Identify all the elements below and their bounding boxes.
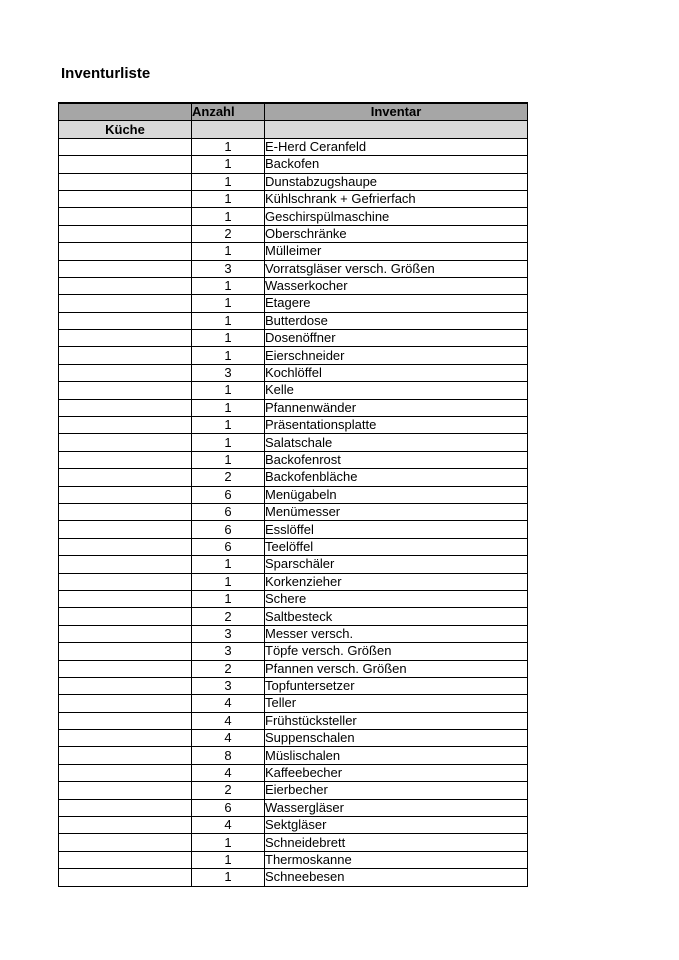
table-row [59,817,528,834]
item-name-cell: Topfuntersetzer [265,677,528,694]
table-row [59,695,528,712]
table-row [59,764,528,781]
quantity-cell: 6 [192,486,265,503]
table-row [59,521,528,538]
quantity-cell: 1 [192,573,265,590]
item-name-cell: Backofenbläche [265,469,528,486]
quantity-cell: 2 [192,225,265,242]
item-name-cell: Korkenzieher [265,573,528,590]
category-cell [59,573,192,590]
item-name-cell: Backofen [265,156,528,173]
table-row [59,730,528,747]
item-name-cell: Eierbecher [265,782,528,799]
category-cell [59,695,192,712]
category-cell [59,277,192,294]
quantity-cell: 3 [192,364,265,381]
quantity-cell: 1 [192,434,265,451]
table-row [59,173,528,190]
item-name-cell: Menümesser [265,503,528,520]
table-row [59,538,528,555]
item-name-cell: Etagere [265,295,528,312]
item-name-cell: Eierschneider [265,347,528,364]
category-cell [59,712,192,729]
quantity-cell: 4 [192,730,265,747]
quantity-cell: 1 [192,869,265,886]
category-cell [59,364,192,381]
item-name-cell: Wassergläser [265,799,528,816]
item-name-cell: Sparschäler [265,556,528,573]
item-name-cell: Kelle [265,382,528,399]
quantity-cell: 3 [192,677,265,694]
quantity-cell: 1 [192,399,265,416]
quantity-cell: 1 [192,190,265,207]
category-cell [59,382,192,399]
quantity-cell: 1 [192,382,265,399]
table-row [59,190,528,207]
category-cell [59,799,192,816]
item-name-cell: Pfannen versch. Größen [265,660,528,677]
item-name-cell: Sektgläser [265,817,528,834]
category-cell [59,190,192,207]
category-cell [59,347,192,364]
category-cell [59,486,192,503]
quantity-cell: 6 [192,503,265,520]
section-label: Küche [59,121,192,138]
quantity-cell: 2 [192,782,265,799]
table-row [59,469,528,486]
item-name-cell: Wasserkocher [265,277,528,294]
table-row [59,799,528,816]
category-cell [59,625,192,642]
table-row [59,643,528,660]
quantity-cell: 3 [192,260,265,277]
category-cell [59,173,192,190]
quantity-cell: 1 [192,451,265,468]
category-cell [59,730,192,747]
item-name-cell: Schneebesen [265,869,528,886]
category-cell [59,834,192,851]
table-row [59,747,528,764]
item-name-cell: Backofenrost [265,451,528,468]
table-row [59,660,528,677]
category-cell [59,138,192,155]
item-name-cell: Salatschale [265,434,528,451]
quantity-cell: 3 [192,625,265,642]
quantity-cell: 1 [192,330,265,347]
table-row [59,556,528,573]
quantity-cell: 1 [192,277,265,294]
category-cell [59,521,192,538]
item-name-cell: Dosenöffner [265,330,528,347]
quantity-cell: 4 [192,695,265,712]
item-name-cell: Butterdose [265,312,528,329]
quantity-cell: 1 [192,851,265,868]
item-name-cell: Mülleimer [265,243,528,260]
header-category [59,103,192,121]
item-name-cell: Menügabeln [265,486,528,503]
item-name-cell: Suppenschalen [265,730,528,747]
item-name-cell: Müslischalen [265,747,528,764]
table-row [59,834,528,851]
table-row [59,330,528,347]
category-cell [59,312,192,329]
table-row [59,434,528,451]
category-cell [59,156,192,173]
quantity-cell: 1 [192,417,265,434]
category-cell [59,243,192,260]
category-cell [59,330,192,347]
category-cell [59,608,192,625]
table-row [59,364,528,381]
quantity-cell: 2 [192,469,265,486]
inventory-table [58,102,528,887]
quantity-cell: 2 [192,660,265,677]
item-name-cell: Frühstücksteller [265,712,528,729]
section-item-cell [265,121,528,138]
table-row [59,503,528,520]
table-row [59,243,528,260]
item-name-cell: Esslöffel [265,521,528,538]
quantity-cell: 6 [192,521,265,538]
table-row [59,869,528,886]
item-name-cell: Kochlöffel [265,364,528,381]
table-row [59,399,528,416]
quantity-cell: 1 [192,590,265,607]
item-name-cell: Vorratsgläser versch. Größen [265,260,528,277]
table-row [59,590,528,607]
table-row [59,782,528,799]
item-name-cell: Teller [265,695,528,712]
item-name-cell: Geschirspülmaschine [265,208,528,225]
item-name-cell: Pfannenwänder [265,399,528,416]
quantity-cell: 8 [192,747,265,764]
item-name-cell: Kühlschrank + Gefrierfach [265,190,528,207]
item-name-cell: Präsentationsplatte [265,417,528,434]
table-row [59,625,528,642]
table-row [59,156,528,173]
table-row [59,451,528,468]
quantity-cell: 4 [192,817,265,834]
table-row [59,208,528,225]
item-name-cell: Schneidebrett [265,834,528,851]
quantity-cell: 1 [192,295,265,312]
table-row [59,851,528,868]
header-item: Inventar [265,103,528,121]
table-row [59,712,528,729]
item-name-cell: E-Herd Ceranfeld [265,138,528,155]
item-name-cell: Schere [265,590,528,607]
quantity-cell: 1 [192,208,265,225]
item-name-cell: Teelöffel [265,538,528,555]
quantity-cell: 1 [192,347,265,364]
item-name-cell: Kaffeebecher [265,764,528,781]
category-cell [59,260,192,277]
category-cell [59,764,192,781]
quantity-cell: 2 [192,608,265,625]
category-cell [59,295,192,312]
table-row [59,225,528,242]
category-cell [59,590,192,607]
category-cell [59,817,192,834]
category-cell [59,208,192,225]
category-cell [59,677,192,694]
table-row [59,608,528,625]
quantity-cell: 1 [192,156,265,173]
table-row [59,138,528,155]
category-cell [59,469,192,486]
page-title: Inventurliste [61,65,151,82]
category-cell [59,399,192,416]
quantity-cell: 4 [192,712,265,729]
item-name-cell: Dunstabzugshaupe [265,173,528,190]
table-row [59,486,528,503]
category-cell [59,782,192,799]
quantity-cell: 6 [192,799,265,816]
table-row [59,382,528,399]
item-name-cell: Saltbesteck [265,608,528,625]
header-row [59,103,528,121]
section-row [59,121,528,138]
quantity-cell: 1 [192,138,265,155]
category-cell [59,643,192,660]
quantity-cell: 4 [192,764,265,781]
category-cell [59,503,192,520]
quantity-cell: 1 [192,834,265,851]
quantity-cell: 1 [192,312,265,329]
quantity-cell: 1 [192,556,265,573]
category-cell [59,417,192,434]
category-cell [59,556,192,573]
table-row [59,347,528,364]
table-row [59,260,528,277]
table-row [59,312,528,329]
category-cell [59,434,192,451]
category-cell [59,451,192,468]
category-cell [59,660,192,677]
category-cell [59,869,192,886]
category-cell [59,225,192,242]
item-name-cell: Oberschränke [265,225,528,242]
item-name-cell: Thermoskanne [265,851,528,868]
quantity-cell: 1 [192,173,265,190]
category-cell [59,538,192,555]
header-count: Anzahl [192,103,265,121]
table-row [59,295,528,312]
table-row [59,573,528,590]
item-name-cell: Töpfe versch. Größen [265,643,528,660]
table-row [59,277,528,294]
category-cell [59,747,192,764]
item-name-cell: Messer versch. [265,625,528,642]
category-cell [59,851,192,868]
quantity-cell: 1 [192,243,265,260]
quantity-cell: 3 [192,643,265,660]
section-count-cell [192,121,265,138]
table-row [59,677,528,694]
table-row [59,417,528,434]
quantity-cell: 6 [192,538,265,555]
